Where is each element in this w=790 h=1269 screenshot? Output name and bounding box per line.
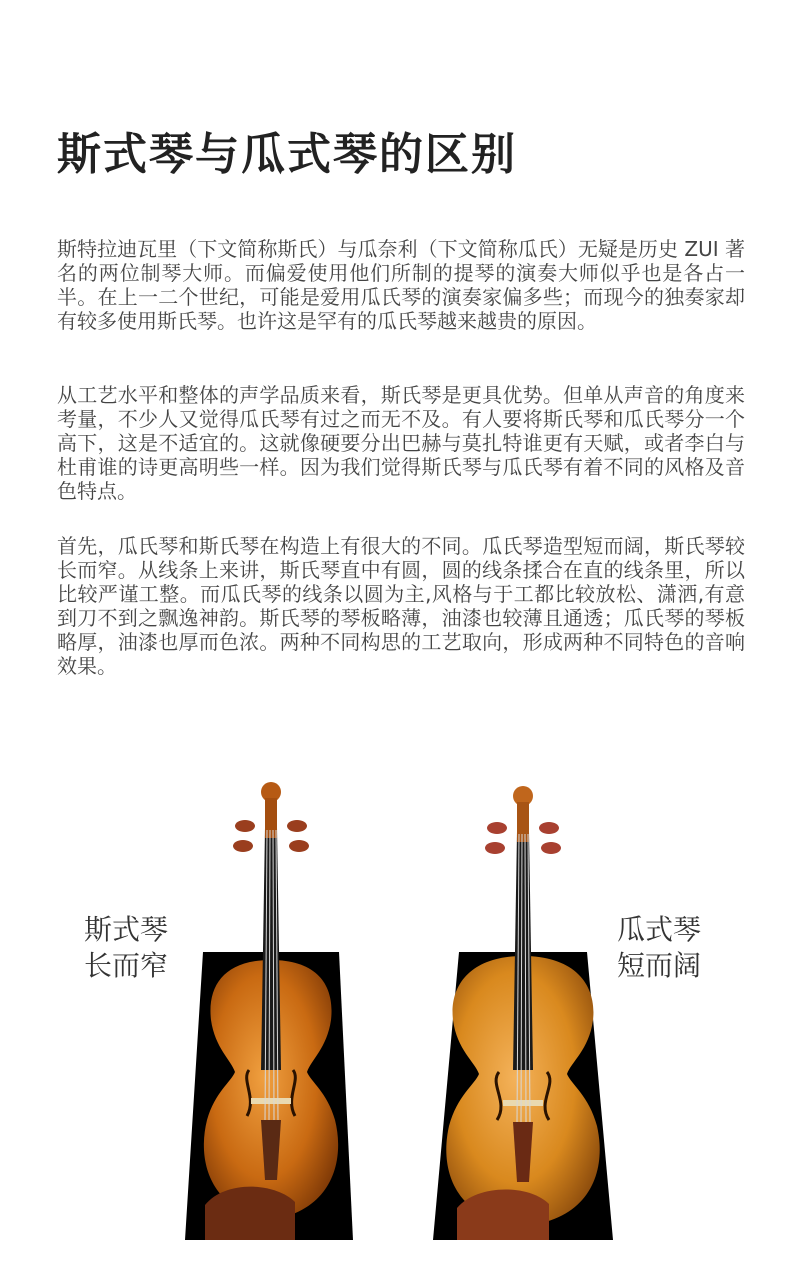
paragraph-construction: 首先，瓜氏琴和斯氏琴在构造上有很大的不同。瓜氏琴造型短而阔，斯氏琴较长而窄。从线条上来讲，斯氏琴直中有圆，圆的线条揉合在直的线条里，所以比较严谨工整。而瓜氏琴的线条以圆为主,风格与于工都比较放松、潇洒,有意到刀不到之飘逸神韵。斯氏琴的琴板略薄，油漆也较薄且通透；瓜氏琴的琴板略厚，油漆也厚而色浓。两种不同构思的工艺取向，形成两种不同特色的音响效果。 [57, 534, 745, 678]
guarneri-violin-image [433, 780, 613, 1240]
caption-guarneri [617, 912, 701, 984]
caption-stradivari-shape: 长而窄 [84, 949, 169, 982]
page-title: 斯式琴与瓜式琴的区别 [57, 129, 517, 180]
caption-guarneri-name: 瓜式琴 [617, 913, 702, 946]
stradivari-violin-image [185, 780, 357, 1240]
caption-guarneri-shape: 短而阔 [617, 949, 702, 982]
paragraph-quality: 从工艺水平和整体的声学品质来看，斯氏琴是更具优势。但单从声音的角度来考量，不少人又觉得瓜氏琴有过之而无不及。有人要将斯氏琴和瓜氏琴分一个高下，这是不适宜的。这就像硬要分出巴赫与莫扎特谁更有天赋，或者李白与杜甫谁的诗更高明些一样。因为我们觉得斯氏琴与瓜氏琴有着不同的风格及音色特点。 [57, 383, 745, 503]
caption-stradivari-name: 斯式琴 [84, 913, 169, 946]
paragraph-intro: 斯特拉迪瓦里（下文简称斯氏）与瓜奈利（下文简称瓜氏）无疑是历史 ZUI 著名的两位制琴大师。而偏爱使用他们所制的提琴的演奏大师似乎也是各占一半。在上一二个世纪，可能是爱用瓜氏琴的演奏家偏多些；而现今的独奏家却有较多使用斯氏琴。也许这是罕有的瓜氏琴越来越贵的原因。 [57, 237, 745, 333]
caption-stradivari [84, 912, 168, 984]
